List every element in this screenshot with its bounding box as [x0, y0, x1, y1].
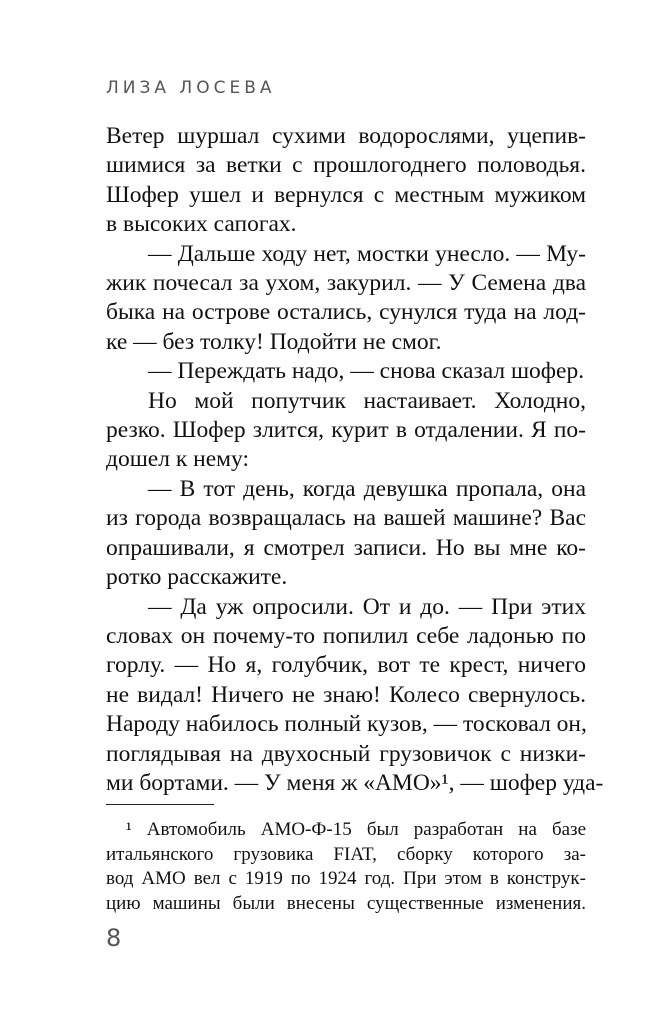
body-line: быка на острове остались, сунулся туда на лод-: [106, 299, 586, 326]
body-line: горлу. — Но я, голубчик, вот те крест, ничего: [106, 652, 586, 679]
body-line: из города возвращалась на вашей машине? Вас: [106, 505, 586, 532]
body-line: Но мой попутчик настаивает. Холодно,: [148, 387, 586, 414]
body-line: Ветер шуршал сухими водорослями, уцепив-: [106, 123, 586, 149]
page-number: 8: [106, 924, 122, 952]
body-line: опрашивали, я смотрел записи. Но вы мне ко-: [106, 534, 586, 561]
body-line: — Переждать надо, — снова сказал шофер.: [148, 358, 585, 385]
footnote: [106, 818, 586, 916]
body-line: — В тот день, когда девушка пропала, она: [148, 475, 586, 502]
body-line: шимися за ветки с прошлогоднего половодья.: [106, 152, 586, 179]
body-line: Народу набилось полный кузов, — тосковал он,: [106, 711, 587, 738]
running-head: ЛИЗА ЛОСЕВА: [106, 78, 276, 98]
body-line: ротко расскажите.: [106, 564, 288, 591]
body-line: резко. Шофер злится, курит в отдалении. Я по-: [106, 417, 586, 444]
body-line: ми бортами. — У меня ж «АМО»¹, — шофер уда-: [106, 769, 604, 796]
footnote-line: итальянского грузовика FIAT, сборку которого за-: [106, 843, 586, 865]
footnote-rule: [106, 804, 214, 805]
body-line: — Дальше ходу нет, мостки унесло. — Му-: [148, 240, 586, 267]
body-line: поглядывая на двухосный грузовичок с низки-: [106, 740, 586, 767]
body-line: в высоких сапогах.: [106, 211, 297, 238]
body-line: ке — без толку! Подойти не смог.: [106, 328, 442, 355]
footnote-line: вод АМО вел с 1919 по 1924 год. При этом в конструк-: [106, 868, 586, 889]
body-text: [106, 122, 604, 798]
body-line: жик почесал за ухом, закурил. — У Семена два: [106, 270, 586, 297]
body-line: не видал! Ничего не знаю! Колесо свернулось.: [106, 681, 586, 708]
body-line: словах он почему-то попилил себе ладонью по: [106, 622, 586, 649]
body-line: Шофер ушел и вернулся с местным мужиком: [106, 181, 586, 208]
footnote-line: цию машины были внесены существенные изменения.: [106, 892, 586, 914]
footnote-line: ¹ Автомобиль АМО-Ф-15 был разработан на базе: [126, 819, 586, 840]
body-line: — Да уж опросили. От и до. — При этих: [148, 593, 586, 620]
body-line: дошел к нему:: [106, 446, 249, 473]
